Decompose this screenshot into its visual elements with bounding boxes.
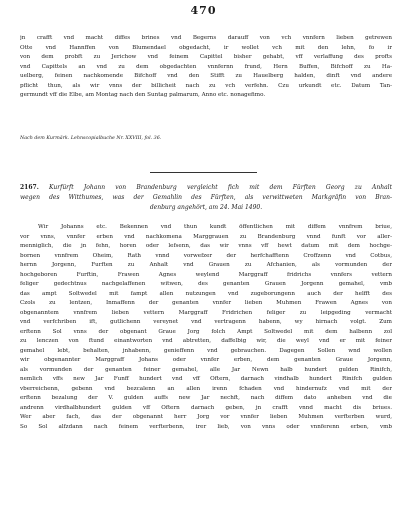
text-line: menniglich, die jn fehn, horen oder lefsenn, das wir vnns vff hewt datum mit dem hochge- bbox=[20, 243, 392, 249]
text-line: vberreichenn, gebenn vnd bezcalenn an allen irenn fchaden vnd hindernufz vnd mit der bbox=[20, 385, 392, 392]
page-number: 470 bbox=[190, 4, 217, 17]
document-number: 2167. bbox=[20, 184, 39, 191]
text-line: pflicht thun, als wir vnns der billicheit nach zu vch verfehn. Czu urkundt etc. Datum Tan- bbox=[20, 82, 392, 89]
text-line: vnd verfchriben ift, gutlichenn vereynet vnd vertragenn habenn, wy hirnach volgt. Zum bbox=[20, 319, 392, 325]
text-line: andrenn virdhalbhundert gulden vff Oftern darnach geben, jn crafft vnnd macht dis briues. bbox=[20, 404, 392, 411]
text-line: So Sol alfzdann nach feinem verfterbenn, irer lieb, von vnns oder vnnferenn erben, vmb bbox=[20, 423, 392, 430]
heading-line bbox=[20, 183, 392, 193]
text-line: als vormunden der genanten feiner gemahel, alle Jar Newn halb hundert gulden Rinifch, bbox=[20, 366, 392, 373]
text-line: das ampt Soltwedel mit fampt allen nutzungen vnd zugeborungenn auch der helfft des bbox=[20, 290, 392, 297]
text-line: zu lenczen von ftund einantworten vnd abtretten, daffelbig wir, die weyl vnd er mit feiner bbox=[20, 338, 392, 344]
text-line: germundt vff die Elbe, am Montag nach den Suntag palmarum, Anno etc. nonagefimo. bbox=[20, 92, 266, 98]
body-paragraph bbox=[20, 223, 392, 432]
text-line: erftenn bezalung der V. gulden auffs new Jar nechft, nach diffem dato anheben vnd die bbox=[20, 395, 392, 401]
heading-line: denburg angehört, am 24. Mai 1490. bbox=[149, 204, 263, 211]
text-line: obgenanntem vnnfrem lieben vettern Marggraff Fridrichen feliger zu leipgeding vermacht bbox=[20, 309, 392, 316]
text-line: hernn Jorgenn, Furften zu Anhalt vnd Grauen zu Afchanien, als vormunden der bbox=[20, 262, 392, 268]
text-line: Wer aber fach, das der obgenannt herr Jorg vor vnnfer lieben Muhmen verfterben wurd, bbox=[20, 414, 392, 420]
source-note: Nach dem Kurmärk. Lehnscopialbuche Nr. XXVIII, fol. 36. bbox=[20, 136, 162, 141]
text-line: nemlich vffs new Jar Funff hundert vnd vff Oftern, darnach vindhalb hundert Rinifch gulden bbox=[20, 376, 392, 382]
text-line: Wir Johanns etc. Bekennen vnd thun kundt öffentlichen mit diffem vnnfrem briue, bbox=[38, 224, 392, 230]
text-line: feliger gedechtnus nachgelaffenen witwen, des genanten Grauen Jorgenn gemahel, vmb bbox=[20, 281, 392, 287]
text-line: vnd Capittels an vnd zu dem obgedachten vnnfernn frund, Hern Buffen, Bifchoff zu Ha- bbox=[20, 63, 392, 70]
text-line: gemahel lebt, behalten, jnhabenn, genieffenn vnd gebrauchen. Dagegen Sollen wnd wollen bbox=[20, 347, 392, 354]
text-line: vor vnns, vnnfer erben vnd nachkomena Marggrauen zu Brandenburg vnnd funft vor aller- bbox=[20, 233, 392, 240]
heading-text: Kurfürft Johann von Brandenburg vergleicht fich mit dem Fürften Georg zu Anhalt bbox=[49, 184, 392, 191]
text-line: erftenn Sol vnns der obgenant Graue Jorg folch Ampt Soltwedel mit dem halbenn zol bbox=[20, 328, 392, 335]
text-line: uelberg, feinen nachkomende Bifchoff vnd den Stifft zu Hauelberg halden, dinft vnd andere bbox=[20, 73, 392, 79]
text-line: Czols zu lentzen, Inmaffenn der genanten vnnfer lieben Muhmen Frawen Agnes von bbox=[20, 300, 392, 306]
text-line: von dem probft zu Jerichow vnd feinem Capittel bisher gehabt, vff verlaffung des profts bbox=[20, 54, 392, 60]
text-line: bornen vnnfrem Oheim, Rath vnnd vorwefzer der herfchafftenn Croffzenn vnd Cotbus, bbox=[20, 252, 392, 259]
text-line: hochgeboren Furftin, Frawen Agnes weylend Marggraff fridrichs vnnfers vettern bbox=[20, 271, 392, 278]
text-line: jn crafft vnd macht diffes brines vnd Begerns darauff von vch vnnfern lieben getrewen bbox=[20, 35, 392, 41]
heading-line: wegen des Witthumes, was der Gemahlin des Fürften, als verwittweten Markgräfin von Bran- bbox=[20, 194, 392, 201]
text-line: wir obgenannter Marggraff Johans oder vnnfer erben, dem genanten Graue Jorgenn, bbox=[20, 357, 392, 363]
top-paragraph bbox=[20, 34, 392, 101]
section-divider bbox=[150, 172, 257, 173]
document-heading bbox=[20, 183, 392, 213]
text-line: Otte vnd Hannffen von Blumendael obgedacht, ir wollet vch mit den lehn, fo ir bbox=[20, 44, 392, 51]
